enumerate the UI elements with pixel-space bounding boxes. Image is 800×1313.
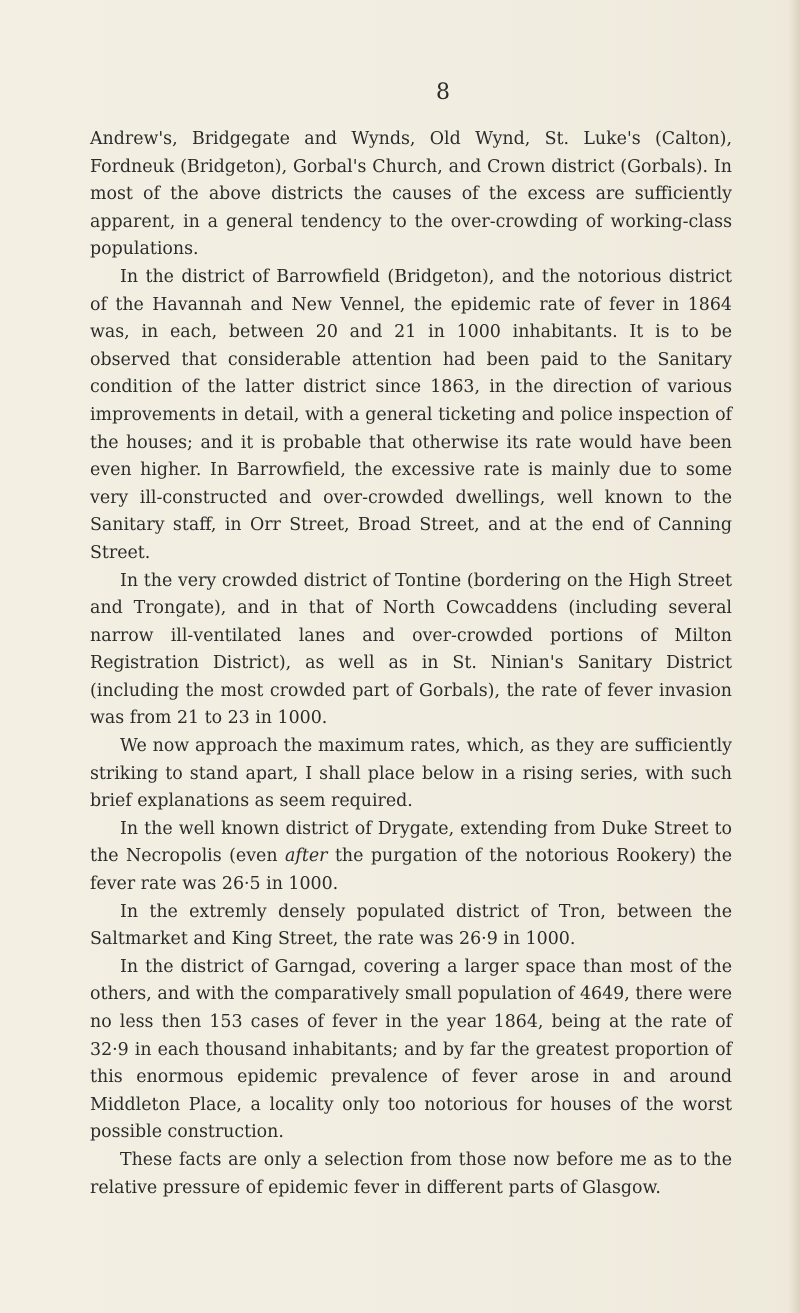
page-edge-shadow	[788, 0, 800, 1313]
paragraph-8: These facts are only a selection from those now before me as to the relative pressure of epidemic fever in different parts of Glasgow.	[90, 1149, 732, 1198]
paragraph-5-emphasis: after	[285, 846, 328, 867]
paragraph-2: In the district of Barrowfield (Bridgeton), and the notorious district of the Havannah and New Vennel, the epidemic rate of fever in 1864 was, in each, between 20 and 21 in 1000 inhabitants. It is to be observed that considerable attention had been paid to the Sanitary condition of the latter district since 1863, in the direction of various improvements in detail, with a general ticketing and police inspection of the houses; and it is probable that otherwise its rate would have been even higher. In Barrowfield, the excessive rate is mainly due to some very ill-constructed and over-crowded dwellings, well known to the Sanitary staff, in Orr Street, Broad Street, and at the end of Canning Street.	[90, 266, 732, 563]
paragraph-5-before: In the well known district of Drygate, extending from Duke Street to the Necropolis (even	[90, 818, 732, 867]
paragraph-4: We now approach the maximum rates, which, as they are sufficiently striking to stand apart, I shall place below in a rising series, with such brief explanations as seem required.	[90, 736, 732, 812]
page-number: 8	[436, 80, 450, 105]
paragraph-1: Andrew's, Bridgegate and Wynds, Old Wynd, St. Luke's (Calton), Fordneuk (Bridgeton), Gorbal's Church, and Crown district (Gorbals). In most of the above districts the causes of the excess are sufficiently apparent, in a general tendency to the over-crowding of working-class populations.	[90, 129, 732, 260]
paragraph-6: In the extremly densely populated district of Tron, between the Saltmarket and King Street, the rate was 26·9 in 1000.	[90, 901, 732, 950]
body-text	[90, 126, 732, 1202]
paragraph-3: In the very crowded district of Tontine (bordering on the High Street and Trongate), and in that of North Cowcaddens (including several narrow ill-ventilated lanes and over-crowded portions of Milton Registration District), as well as in St. Ninian's Sanitary District (including the most crowded part of Gorbals), the rate of fever invasion was from 21 to 23 in 1000.	[90, 570, 732, 729]
paragraph-5-after: the purgation of the notorious Rookery) the fever rate was 26·5 in 1000.	[90, 846, 733, 895]
paragraph-7: In the district of Garngad, covering a larger space than most of the others, and with the comparatively small population of 4649, there were no less then 153 cases of fever in the year 1864, being at the rate of 32·9 in each thousand inhabitants; and by far the greatest proportion of this enormous epidemic prevalence of fever arose in and around Middleton Place, a locality only too notorious for houses of the worst possible construction.	[90, 956, 732, 1143]
paragraph-5	[90, 816, 732, 899]
